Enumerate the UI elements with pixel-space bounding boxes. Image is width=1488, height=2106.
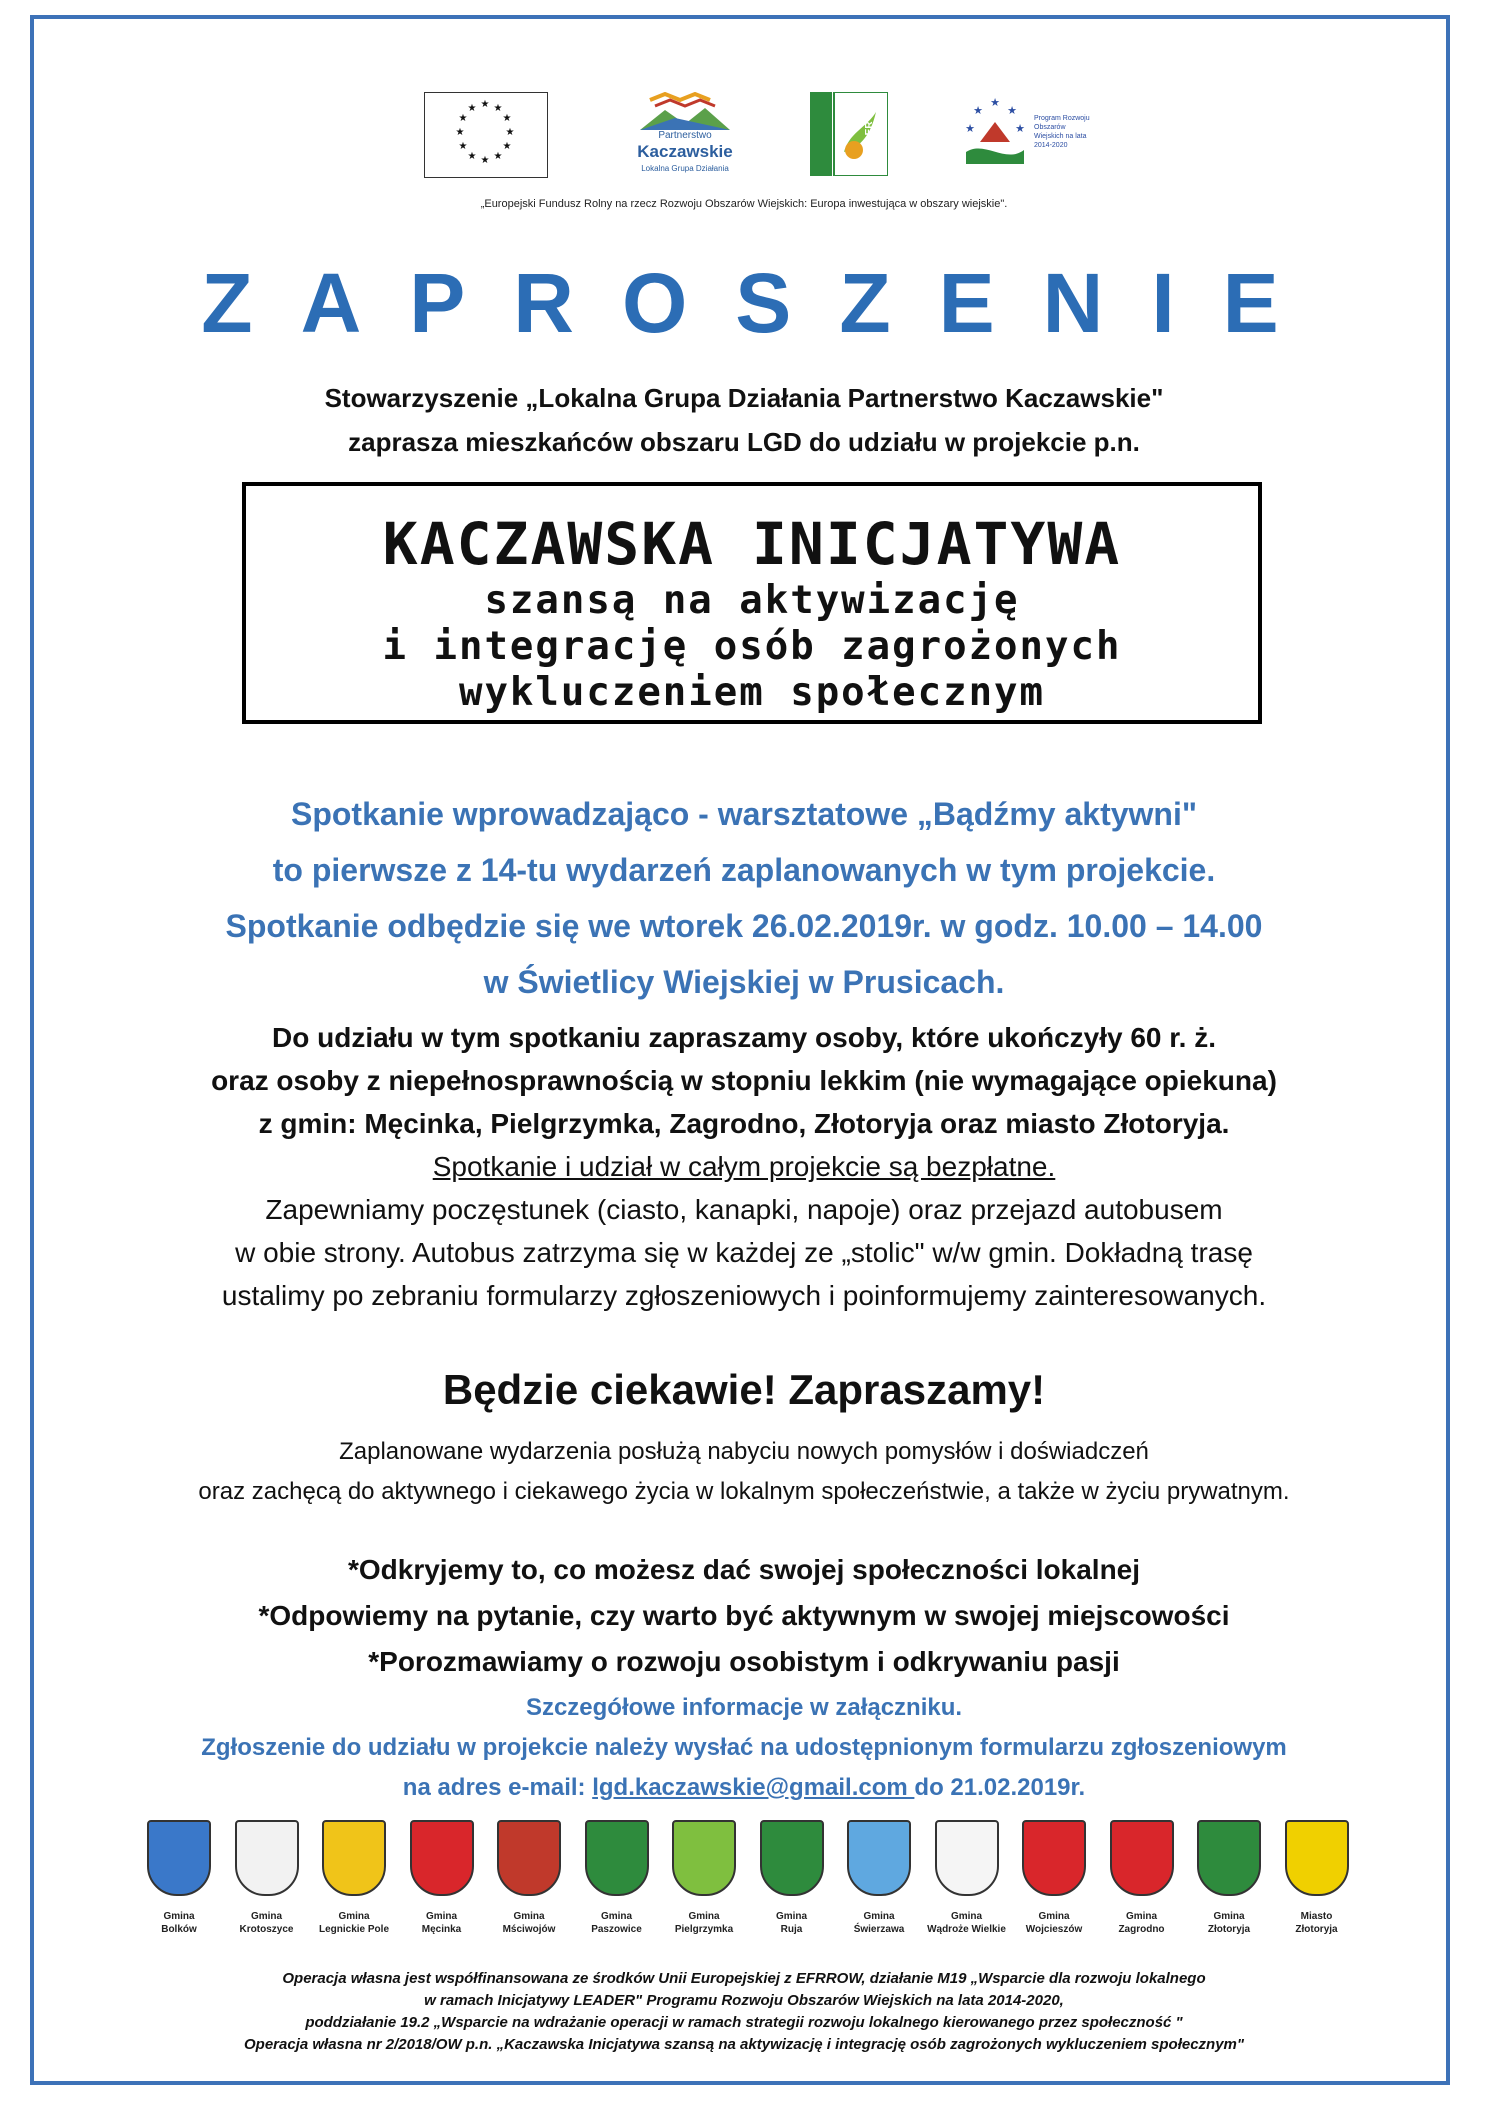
free-notice: Spotkanie i udział w całym projekcie są bezpłatne. <box>432 1151 1056 1182</box>
catering-info <box>0 1188 1488 1317</box>
crest-item <box>485 1820 573 1936</box>
meeting-line-3: Spotkanie odbędzie się we wtorek 26.02.2019r. w godz. 10.00 – 14.00 <box>225 908 1263 944</box>
svg-text:★: ★ <box>493 151 503 162</box>
project-subtitle-1: szansą na aktywizację <box>484 578 1020 623</box>
coat-of-arms-icon <box>585 1820 649 1896</box>
crest-label-type: Gmina <box>1038 1911 1070 1922</box>
eu-flag-icon <box>424 92 548 178</box>
svg-text:★: ★ <box>1007 104 1017 117</box>
project-name: KACZAWSKA INICJATYWA <box>382 510 1122 578</box>
crest-label-name: Ruja <box>780 1924 803 1935</box>
catering-line-2: w obie strony. Autobus zatrzyma się w każdej ze „stolic" w/w gmin. Dokładną trasę <box>235 1237 1253 1268</box>
crest-label-type: Gmina <box>600 1911 633 1922</box>
crest-label-name: Wojcieszów <box>1025 1924 1083 1935</box>
who-line-1: Do udziału w tym spotkaniu zapraszamy osoby, które ukończyły 60 r. ż. <box>272 1022 1216 1053</box>
crest-item <box>310 1820 398 1936</box>
bullet-item: *Odpowiemy na pytanie, czy warto być aktywnym w swojej miejscowości <box>258 1600 1230 1631</box>
municipality-crests <box>135 1820 1355 1940</box>
svg-text:★: ★ <box>455 127 465 138</box>
who-line-2: oraz osoby z niepełnosprawnością w stopniu lekkim (nie wymagające opiekuna) <box>211 1065 1277 1096</box>
crest-label-name: Bolków <box>161 1924 197 1935</box>
email-prefix: na adres e-mail: <box>402 1774 593 1801</box>
details-line-1: Szczegółowe informacje w załączniku. <box>525 1694 963 1721</box>
bullet-list <box>0 1547 1488 1685</box>
crest-label-name: Męcinka <box>421 1924 462 1935</box>
footer-line-3: poddziałanie 19.2 „Wsparcie na wdrażanie operacji w ramach strategii rozwoju lokalnego kierowanego przez społeczność " <box>305 2014 1183 2031</box>
logo-text-main: Kaczawskie <box>637 142 733 161</box>
catering-line-1: Zapewniamy poczęstunek (ciasto, kanapki, napoje) oraz przejazd autobusem <box>265 1194 1223 1225</box>
crest-label-type: Gmina <box>425 1911 458 1922</box>
crest-label-type: Gmina <box>1125 1911 1158 1922</box>
svg-text:★: ★ <box>467 151 477 162</box>
crest-label-name: Mściwojów <box>502 1924 556 1935</box>
footer-note <box>0 1968 1488 2056</box>
footer-line-4: Operacja własna nr 2/2018/OW p.n. „Kaczawska Inicjatywa szansą na aktywizację i integrację osób zagrożonych wykluczeniem społecznym" <box>244 2036 1244 2053</box>
crest-item <box>573 1820 661 1936</box>
crest-label-name: Wądroże Wielkie <box>927 1924 1006 1935</box>
who-line-3: z gmin: Męcinka, Pielgrzymka, Zagrodno, Złotoryja oraz miasto Złotoryja. <box>258 1108 1230 1139</box>
crest-label-type: Gmina <box>950 1911 983 1922</box>
bullet-item: *Odkryjemy to, co możesz dać swojej społeczności lokalnej <box>347 1554 1141 1585</box>
crest-item <box>835 1820 923 1936</box>
crest-label-name: Krotoszyce <box>239 1924 294 1935</box>
crest-label-type: Gmina <box>163 1911 195 1922</box>
crest-label-name: Zagrodno <box>1118 1924 1165 1935</box>
intro-line-2: zaprasza mieszkańców obszaru LGD do udziału w projekcie p.n. <box>348 427 1140 457</box>
svg-text:★: ★ <box>502 113 512 124</box>
slogan: Będzie ciekawie! Zapraszamy! <box>442 1366 1046 1413</box>
details-line-2: Zgłoszenie do udziału w projekcie należy wysłać na udostępnionym formularzu zgłoszeniowym <box>201 1734 1287 1761</box>
crest-label-name: Paszowice <box>591 1924 642 1935</box>
meeting-line-1: Spotkanie wprowadzająco - warsztatowe „Bądźmy aktywni" <box>290 796 1198 832</box>
logo-text-sub: Lokalna Grupa Działania <box>641 164 729 173</box>
crest-item <box>223 1820 311 1936</box>
coat-of-arms-icon <box>147 1820 211 1896</box>
bullet-item: *Porozmawiamy o rozwoju osobistym i odkrywaniu pasji <box>368 1646 1120 1677</box>
prow-logo <box>960 92 1090 182</box>
crest-item <box>135 1820 223 1936</box>
project-title-box <box>242 482 1262 724</box>
coat-of-arms-icon <box>497 1820 561 1896</box>
svg-text:★: ★ <box>458 113 468 124</box>
crest-label-type: Gmina <box>250 1911 283 1922</box>
leader-logo <box>810 92 888 182</box>
crest-label-type: Gmina <box>1213 1911 1245 1922</box>
svg-text:★: ★ <box>965 122 975 135</box>
crest-item <box>1273 1820 1361 1936</box>
email-link[interactable]: lgd.kaczawskie@gmail.com <box>592 1774 915 1801</box>
svg-text:★: ★ <box>467 103 477 114</box>
purpose-info <box>0 1432 1488 1512</box>
coat-of-arms-icon <box>847 1820 911 1896</box>
meeting-info <box>0 786 1488 1010</box>
purpose-line-2: oraz zachęcą do aktywnego i ciekawego życia w lokalnym społeczeństwie, a także w życiu prywatnym. <box>198 1478 1290 1505</box>
coat-of-arms-icon <box>1110 1820 1174 1896</box>
footer-line-2: w ramach Inicjatywy LEADER" Programu Rozwoju Obszarów Wiejskich na lata 2014-2020, <box>424 1992 1064 2009</box>
coat-of-arms-icon <box>1197 1820 1261 1896</box>
fund-line: „Europejski Fundusz Rolny na rzecz Rozwoju Obszarów Wiejskich: Europa inwestująca w obszary wiejskie". <box>480 198 1008 210</box>
crest-label-name: Legnickie Pole <box>318 1924 390 1935</box>
crest-item <box>923 1820 1011 1936</box>
crest-label-type: Gmina <box>775 1911 808 1922</box>
coat-of-arms-icon <box>760 1820 824 1896</box>
crest-label-type: Gmina <box>513 1911 545 1922</box>
svg-text:★: ★ <box>973 104 983 117</box>
svg-text:★: ★ <box>990 96 1000 109</box>
coat-of-arms-icon <box>672 1820 736 1896</box>
crest-label-name: Złotoryja <box>1295 1924 1338 1935</box>
crest-label-type: Gmina <box>338 1911 370 1922</box>
meeting-line-4: w Świetlicy Wiejskiej w Prusicach. <box>483 964 1005 1000</box>
crest-label-name: Pielgrzymka <box>674 1924 734 1935</box>
crest-item <box>660 1820 748 1936</box>
logo-text-top: Partnerstwo <box>658 130 712 141</box>
intro-line-1: Stowarzyszenie „Lokalna Grupa Działania Partnerstwo Kaczawskie" <box>324 383 1164 413</box>
prow-text: Program Rozwoju Obszarów Wiejskich na lata 2014-2020 <box>1034 115 1090 149</box>
svg-text:★: ★ <box>458 141 468 152</box>
svg-text:★: ★ <box>502 141 512 152</box>
crest-label-name: Świerzawa <box>853 1924 905 1935</box>
eligibility-info <box>0 1016 1488 1145</box>
crest-item <box>398 1820 486 1936</box>
svg-text:★: ★ <box>505 127 515 138</box>
coat-of-arms-icon <box>1285 1820 1349 1896</box>
crest-label-type: Miasto <box>1300 1911 1333 1922</box>
svg-text:★: ★ <box>493 103 503 114</box>
svg-text:★: ★ <box>480 99 490 110</box>
crest-label-type: Gmina <box>863 1911 895 1922</box>
coat-of-arms-icon <box>235 1820 299 1896</box>
details-line-3 <box>0 1768 1488 1808</box>
catering-line-3: ustalimy po zebraniu formularzy zgłoszeniowych i poinformujemy zainteresowanych. <box>221 1280 1267 1311</box>
crest-item <box>1010 1820 1098 1936</box>
partnerstwo-kaczawskie-logo <box>630 92 740 182</box>
purpose-line-1: Zaplanowane wydarzenia posłużą nabyciu nowych pomysłów i doświadczeń <box>339 1438 1149 1465</box>
svg-text:★: ★ <box>1015 122 1025 135</box>
crest-item <box>1185 1820 1273 1936</box>
leader-text: LEADER <box>864 121 875 163</box>
deadline: do 21.02.2019r. <box>914 1774 1086 1801</box>
svg-text:★: ★ <box>480 155 490 166</box>
footer-line-1: Operacja własna jest współfinansowana ze środków Unii Europejskiej z EFRROW, działanie M19 „Wsparcie dla rozwoju lokalnego <box>282 1970 1206 1987</box>
coat-of-arms-icon <box>410 1820 474 1896</box>
crest-item <box>748 1820 836 1936</box>
page-title: ZAPROSZENIE <box>201 256 1327 350</box>
application-details <box>0 1688 1488 1808</box>
project-subtitle-3: wykluczeniem społecznym <box>458 670 1046 715</box>
coat-of-arms-icon <box>1022 1820 1086 1896</box>
coat-of-arms-icon <box>322 1820 386 1896</box>
crest-label-name: Złotoryja <box>1207 1924 1251 1935</box>
crest-item <box>1098 1820 1186 1936</box>
meeting-line-2: to pierwsze z 14-tu wydarzeń zaplanowanych w tym projekcie. <box>272 852 1216 888</box>
project-subtitle-2: i integrację osób zagrożonych <box>382 624 1122 669</box>
logo-row <box>0 92 1488 187</box>
crest-label-type: Gmina <box>688 1911 720 1922</box>
coat-of-arms-icon <box>935 1820 999 1896</box>
